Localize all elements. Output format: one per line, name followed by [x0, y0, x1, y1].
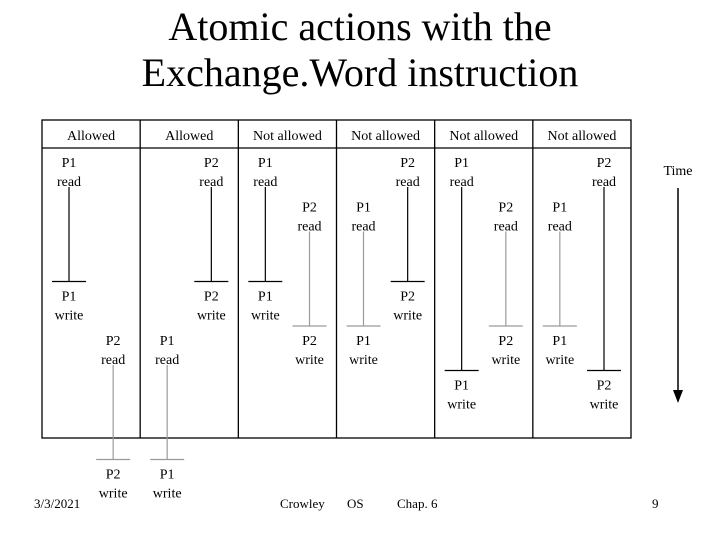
event-process-label: P2: [596, 156, 612, 171]
event-process-label: P2: [105, 467, 121, 483]
event-process-label: P2: [498, 334, 514, 349]
column-header: Not allowed: [547, 129, 617, 144]
event-process-label: P2: [400, 289, 416, 305]
event-operation-label: read: [449, 175, 474, 190]
event-operation-label: read: [493, 219, 518, 235]
event-operation-label: write: [589, 397, 619, 413]
event-process-label: P2: [302, 200, 317, 216]
event-operation-label: write: [349, 353, 378, 368]
event-operation-label: read: [395, 175, 420, 190]
footer-chapter: Chap. 6: [397, 496, 438, 511]
column-header: Allowed: [165, 129, 214, 144]
event-operation-label: read: [351, 219, 376, 235]
event-process-label: P1: [552, 200, 568, 216]
event-process-label: P1: [257, 156, 273, 171]
event-operation-label: write: [545, 353, 575, 368]
event-operation-label: write: [447, 397, 477, 413]
event-process-label: P2: [302, 334, 317, 349]
event-operation-label: write: [196, 308, 226, 324]
event-operation-label: read: [253, 175, 278, 190]
event-operation-label: write: [491, 353, 521, 368]
event-process-label: P2: [498, 200, 514, 216]
event-operation-label: write: [98, 486, 128, 502]
event-process-label: P2: [203, 289, 219, 305]
event-process-label: P1: [159, 467, 175, 483]
column-header: Allowed: [66, 129, 116, 144]
footer-date: 3/3/2021: [34, 496, 81, 511]
event-operation-label: read: [101, 353, 126, 368]
event-operation-label: read: [56, 175, 82, 190]
event-operation-label: read: [547, 219, 572, 235]
event-operation-label: write: [250, 308, 280, 324]
event-process-label: P1: [257, 289, 273, 305]
event-operation-label: read: [591, 175, 617, 190]
column-header: Not allowed: [351, 129, 420, 144]
event-operation-label: write: [393, 308, 423, 324]
column-header: Not allowed: [253, 129, 322, 144]
event-operation-label: write: [295, 353, 324, 368]
event-operation-label: write: [54, 308, 84, 324]
event-process-label: P2: [203, 156, 219, 171]
event-process-label: P1: [61, 156, 77, 171]
event-operation-label: read: [297, 219, 322, 235]
footer-author: Crowley: [280, 496, 325, 511]
title-line-2: Exchange.Word instruction: [141, 50, 579, 95]
event-process-label: P2: [105, 334, 121, 349]
event-process-label: P1: [356, 200, 371, 216]
event-process-label: P1: [159, 334, 175, 349]
footer-page-number: 9: [652, 496, 659, 511]
event-process-label: P1: [61, 289, 77, 305]
event-operation-label: read: [155, 353, 180, 368]
event-process-label: P1: [356, 334, 371, 349]
title-line-1: Atomic actions with the: [168, 4, 552, 49]
time-axis-label: Time: [663, 164, 693, 179]
event-operation-label: write: [152, 486, 182, 502]
event-operation-label: read: [199, 175, 224, 190]
event-process-label: P2: [400, 156, 416, 171]
event-process-label: P1: [454, 156, 470, 171]
event-process-label: P1: [552, 334, 568, 349]
column-header: Not allowed: [449, 129, 519, 144]
event-process-label: P1: [454, 378, 470, 394]
event-process-label: P2: [596, 378, 612, 394]
footer-course: OS: [347, 496, 364, 511]
time-arrowhead: [673, 390, 683, 403]
